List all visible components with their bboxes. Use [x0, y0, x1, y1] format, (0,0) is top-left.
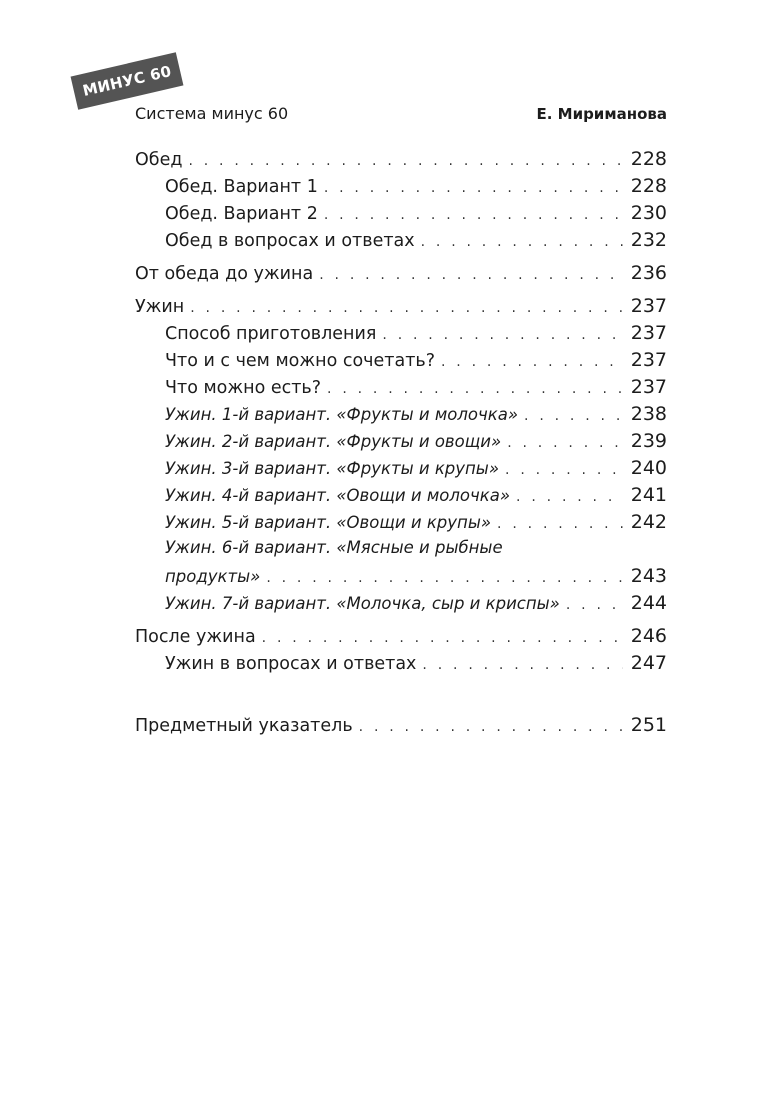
leader-dots	[422, 657, 622, 673]
toc-entry[interactable]	[135, 349, 667, 376]
book-title: Система минус 60	[135, 104, 289, 123]
toc-title: Ужин. 5-й вариант. «Овощи и крупы»	[165, 513, 492, 532]
toc-title: Ужин	[135, 297, 185, 317]
toc-page: 247	[630, 652, 667, 674]
leader-dots	[319, 267, 623, 283]
toc-title: После ужина	[135, 627, 256, 647]
toc-page: 237	[630, 349, 667, 371]
table-of-contents	[135, 148, 667, 741]
leader-dots	[507, 435, 623, 451]
leader-dots	[516, 489, 623, 505]
toc-entry[interactable]	[135, 175, 667, 202]
toc-page: 251	[630, 714, 667, 736]
toc-title: Ужин. 1-й вариант. «Фрукты и молочка»	[165, 405, 519, 424]
toc-title: Предметный указатель	[135, 716, 353, 736]
toc-page: 230	[630, 202, 667, 224]
toc-title: Обед. Вариант 2	[165, 204, 318, 224]
toc-title: Ужин. 4-й вариант. «Овощи и молочка»	[165, 486, 511, 505]
leader-dots	[190, 300, 622, 316]
toc-page: 240	[630, 457, 667, 479]
leader-dots	[524, 408, 623, 424]
toc-entry[interactable]	[135, 262, 667, 289]
leader-dots	[324, 180, 623, 196]
toc-title: Ужин. 7-й вариант. «Молочка, сыр и криспы»	[165, 594, 560, 613]
toc-page: 244	[630, 592, 667, 614]
toc-entry[interactable]	[135, 403, 667, 430]
toc-page: 243	[630, 565, 667, 587]
toc-entry[interactable]	[135, 457, 667, 484]
leader-dots	[327, 381, 623, 397]
leader-dots	[324, 207, 623, 223]
toc-entry-line1[interactable]	[135, 538, 667, 565]
toc-title: Ужин. 3-й вариант. «Фрукты и крупы»	[165, 459, 500, 478]
toc-entry[interactable]	[135, 652, 667, 679]
toc-page: 228	[630, 175, 667, 197]
toc-entry[interactable]	[135, 295, 667, 322]
toc-title: Ужин. 6-й вариант. «Мясные и рыбные	[165, 538, 503, 557]
toc-title-continued: продукты»	[165, 567, 261, 586]
toc-page: 242	[630, 511, 667, 533]
toc-entry[interactable]	[135, 484, 667, 511]
leader-dots	[266, 570, 622, 586]
toc-entry-line2[interactable]	[135, 565, 667, 592]
toc-title: Ужин. 2-й вариант. «Фрукты и овощи»	[165, 432, 502, 451]
toc-page: 246	[630, 625, 667, 647]
toc-entry[interactable]	[135, 148, 667, 175]
author-name: Е. Мириманова	[536, 105, 667, 123]
leader-dots	[188, 153, 622, 169]
toc-title: Обед	[135, 150, 183, 170]
toc-title: Обед. Вариант 1	[165, 177, 318, 197]
leader-dots	[497, 516, 623, 532]
leader-dots	[382, 327, 622, 343]
toc-entry[interactable]	[135, 511, 667, 538]
toc-page: 232	[630, 229, 667, 251]
toc-entry[interactable]	[135, 322, 667, 349]
toc-title: От обеда до ужина	[135, 264, 314, 284]
toc-entry[interactable]	[135, 376, 667, 403]
running-header	[135, 104, 667, 128]
toc-entry[interactable]	[135, 430, 667, 457]
leader-dots	[262, 630, 623, 646]
toc-page: 241	[630, 484, 667, 506]
toc-page: 228	[630, 148, 667, 170]
leader-dots	[359, 719, 623, 735]
toc-title: Обед в вопросах и ответах	[165, 231, 415, 251]
toc-entry[interactable]	[135, 625, 667, 652]
toc-entry[interactable]	[135, 202, 667, 229]
toc-title: Способ приготовления	[165, 324, 377, 344]
toc-page: 238	[630, 403, 667, 425]
toc-entry[interactable]	[135, 592, 667, 619]
series-badge: МИНУС 60	[71, 52, 184, 109]
toc-title: Ужин в вопросах и ответах	[165, 654, 417, 674]
toc-entry-index[interactable]	[135, 714, 667, 741]
toc-page: 237	[630, 295, 667, 317]
leader-dots	[441, 354, 623, 370]
toc-page: 237	[630, 322, 667, 344]
toc-title: Что и с чем можно сочетать?	[165, 351, 435, 371]
toc-entry[interactable]	[135, 229, 667, 256]
leader-dots	[566, 597, 623, 613]
toc-page: 237	[630, 376, 667, 398]
toc-page: 236	[630, 262, 667, 284]
toc-title: Что можно есть?	[165, 378, 322, 398]
leader-dots	[421, 234, 623, 250]
toc-page: 239	[630, 430, 667, 452]
leader-dots	[505, 462, 623, 478]
